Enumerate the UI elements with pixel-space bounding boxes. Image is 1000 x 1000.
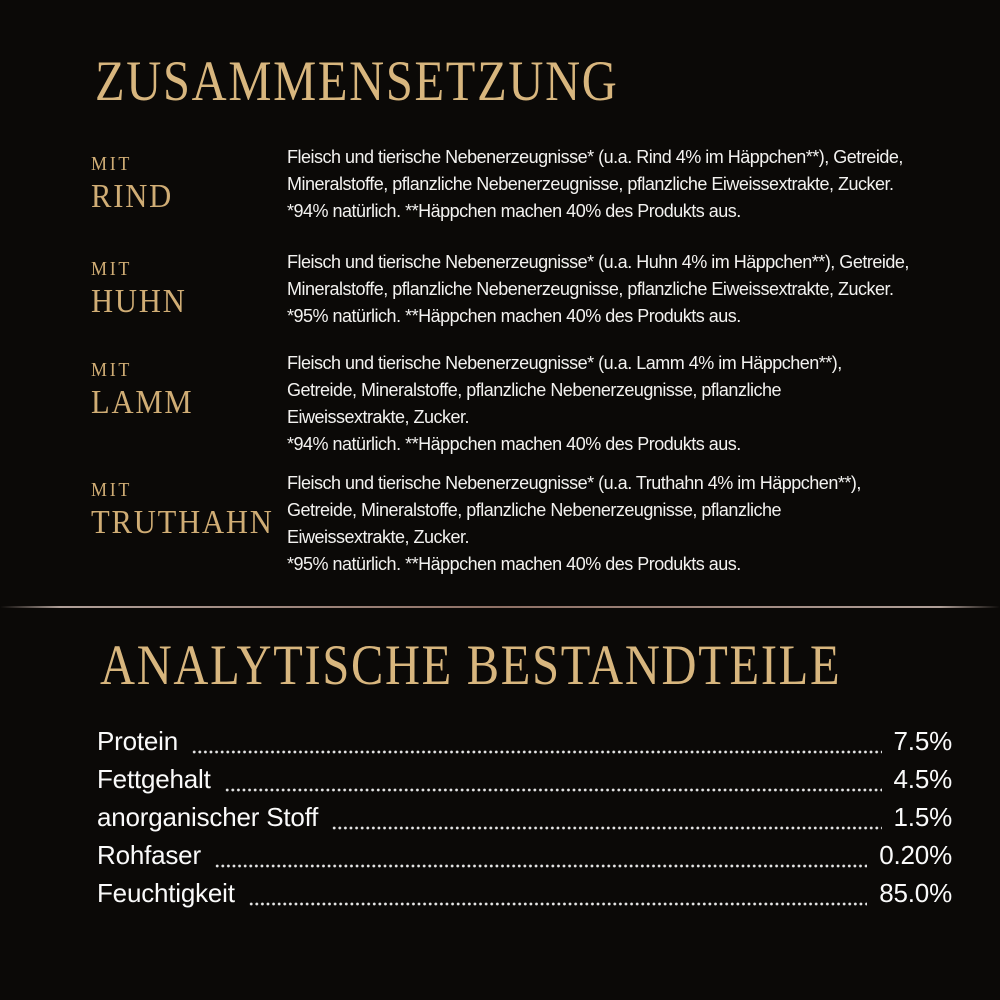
variant-label-lamm (91, 360, 205, 420)
analysis-row-fettgehalt (97, 764, 952, 802)
analysis-title (100, 636, 972, 696)
analysis-row-protein (97, 726, 952, 764)
ingredients-text-rind: Fleisch und tierische Nebenerzeugnisse* (u.a. Rind 4% im Häppchen**), Getreide, Mineralstoffe, pflanzliche Nebenerzeugnisse, pflanzliche Eiweissextrakte, Zucker. *94% natürlich. **Häppchen machen 40% des Produkts aus. (287, 147, 903, 221)
variant-label-huhn (91, 259, 197, 319)
dotted-leader (249, 901, 867, 907)
composition-title (95, 52, 711, 112)
analysis-value: 1.5% (893, 802, 952, 832)
section-divider (0, 606, 1000, 608)
analysis-value: 4.5% (893, 764, 952, 794)
section-rind (91, 144, 970, 225)
ingredients-text-truthahn: Fleisch und tierische Nebenerzeugnisse* (u.a. Truthahn 4% im Häppchen**), Getreide, Mineralstoffe, pflanzliche Nebenerzeugnisse, pflanzliche Eiweissextrakte, Zucker. *95% natürlich. **Häppchen machen 40% des Produkts aus. (287, 473, 861, 574)
analysis-label: anorganischer Stoff (97, 802, 319, 832)
variant-prefix: MIT (91, 258, 133, 280)
variant-name: RIND (91, 178, 173, 215)
section-huhn (91, 249, 970, 330)
analysis-label: Fettgehalt (97, 764, 211, 794)
ingredients-text-lamm: Fleisch und tierische Nebenerzeugnisse* (u.a. Lamm 4% im Häppchen**), Getreide, Mineralstoffe, pflanzliche Nebenerzeugnisse, pflanzliche Eiweissextrakte, Zucker. *94% natürlich. **Häppchen machen 40% des Produkts aus. (287, 353, 842, 454)
section-truthahn (91, 470, 970, 578)
variant-name: TRUTHAHN (91, 504, 274, 541)
dotted-leader (215, 863, 867, 869)
ingredients-text-huhn: Fleisch und tierische Nebenerzeugnisse* (u.a. Huhn 4% im Häppchen**), Getreide, Mineralstoffe, pflanzliche Nebenerzeugnisse, pflanzliche Eiweissextrakte, Zucker. *95% natürlich. **Häppchen machen 40% des Produkts aus. (287, 252, 909, 326)
analysis-title-text: ANALYTISCHE BESTANDTEILE (100, 634, 842, 697)
variant-prefix: MIT (91, 359, 133, 381)
analysis-row-rohfaser (97, 840, 952, 878)
dotted-leader (192, 749, 882, 755)
analysis-list (97, 726, 952, 916)
analysis-row-feuchtigkeit (97, 878, 952, 916)
variant-label-rind (91, 154, 182, 214)
dotted-leader (332, 825, 881, 831)
section-lamm (91, 350, 970, 458)
analysis-label: Rohfaser (97, 840, 201, 870)
analysis-value: 7.5% (893, 726, 952, 756)
variant-label-truthahn (91, 480, 294, 540)
variant-name: LAMM (91, 384, 194, 421)
analysis-row-anorganischer-stoff (97, 802, 952, 840)
analysis-label: Feuchtigkeit (97, 878, 235, 908)
composition-title-text: ZUSAMMENSETZUNG (95, 50, 619, 113)
analysis-label: Protein (97, 726, 178, 756)
analysis-value: 85.0% (879, 878, 952, 908)
variant-prefix: MIT (91, 479, 133, 501)
variant-prefix: MIT (91, 153, 133, 175)
dotted-leader (225, 787, 882, 793)
analysis-value: 0.20% (879, 840, 952, 870)
variant-name: HUHN (91, 283, 187, 320)
